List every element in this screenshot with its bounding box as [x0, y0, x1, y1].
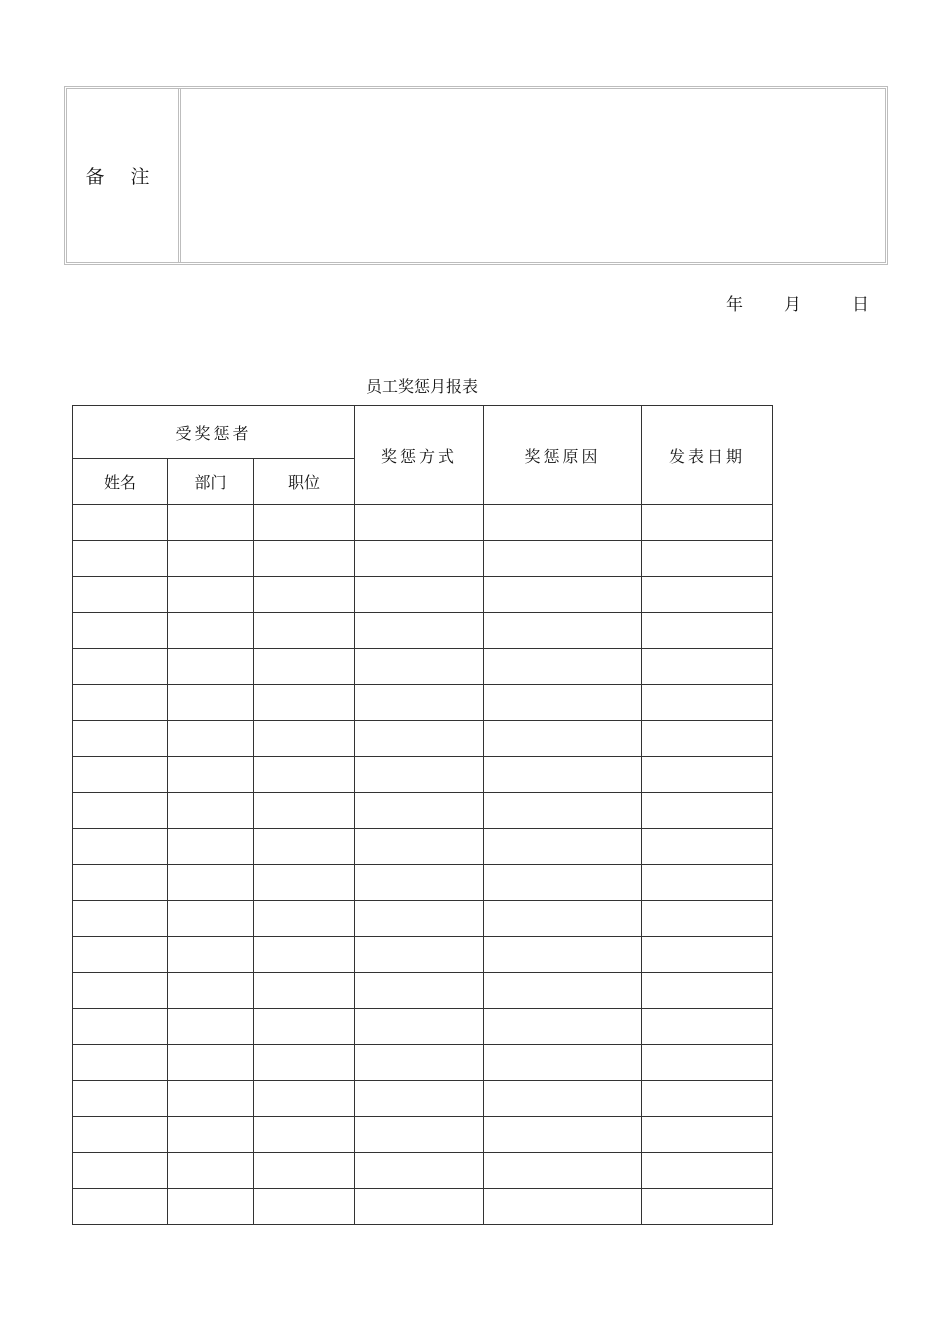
- cell-name[interactable]: [73, 721, 168, 757]
- cell-department[interactable]: [168, 793, 254, 829]
- cell-reason[interactable]: [484, 1009, 642, 1045]
- table-row: [73, 973, 773, 1009]
- date-day-label: 日: [852, 295, 869, 315]
- cell-reason[interactable]: [484, 1117, 642, 1153]
- cell-name[interactable]: [73, 901, 168, 937]
- cell-method[interactable]: [355, 973, 484, 1009]
- cell-position[interactable]: [254, 1117, 355, 1153]
- table-row: [73, 1009, 773, 1045]
- cell-method[interactable]: [355, 757, 484, 793]
- cell-name[interactable]: [73, 793, 168, 829]
- header-date: 发表日期: [642, 406, 773, 505]
- cell-name[interactable]: [73, 505, 168, 541]
- table-row: [73, 541, 773, 577]
- date-year-label: 年: [726, 295, 743, 315]
- table-row: [73, 1045, 773, 1081]
- cell-position[interactable]: [254, 793, 355, 829]
- cell-date[interactable]: [642, 685, 773, 721]
- cell-position[interactable]: [254, 1045, 355, 1081]
- cell-department[interactable]: [168, 613, 254, 649]
- cell-method[interactable]: [355, 1189, 484, 1225]
- cell-date[interactable]: [642, 1081, 773, 1117]
- cell-department[interactable]: [168, 1009, 254, 1045]
- cell-reason[interactable]: [484, 793, 642, 829]
- cell-reason[interactable]: [484, 901, 642, 937]
- cell-method[interactable]: [355, 577, 484, 613]
- remarks-box: [64, 86, 888, 265]
- cell-name[interactable]: [73, 613, 168, 649]
- table-row: [73, 865, 773, 901]
- cell-department[interactable]: [168, 901, 254, 937]
- cell-position[interactable]: [254, 577, 355, 613]
- cell-date[interactable]: [642, 1045, 773, 1081]
- cell-reason[interactable]: [484, 1045, 642, 1081]
- cell-position[interactable]: [254, 721, 355, 757]
- cell-method[interactable]: [355, 937, 484, 973]
- cell-date[interactable]: [642, 1153, 773, 1189]
- table-row: [73, 577, 773, 613]
- table-row: [73, 1153, 773, 1189]
- cell-department[interactable]: [168, 541, 254, 577]
- cell-name[interactable]: [73, 685, 168, 721]
- header-method: 奖惩方式: [355, 406, 484, 505]
- table-row: [73, 757, 773, 793]
- cell-date[interactable]: [642, 865, 773, 901]
- cell-position[interactable]: [254, 757, 355, 793]
- header-position: 职位: [254, 459, 355, 505]
- cell-department[interactable]: [168, 1045, 254, 1081]
- cell-method[interactable]: [355, 721, 484, 757]
- table-body: [73, 505, 773, 1225]
- table-row: [73, 1189, 773, 1225]
- cell-reason[interactable]: [484, 937, 642, 973]
- header-recipient-group: 受奖惩者: [73, 406, 355, 459]
- cell-name[interactable]: [73, 1189, 168, 1225]
- cell-name[interactable]: [73, 1009, 168, 1045]
- cell-name[interactable]: [73, 973, 168, 1009]
- table-row: [73, 505, 773, 541]
- cell-department[interactable]: [168, 1153, 254, 1189]
- cell-method[interactable]: [355, 541, 484, 577]
- cell-department[interactable]: [168, 1189, 254, 1225]
- cell-date[interactable]: [642, 937, 773, 973]
- cell-method[interactable]: [355, 613, 484, 649]
- cell-department[interactable]: [168, 757, 254, 793]
- cell-department[interactable]: [168, 973, 254, 1009]
- cell-date[interactable]: [642, 973, 773, 1009]
- cell-position[interactable]: [254, 865, 355, 901]
- cell-method[interactable]: [355, 1045, 484, 1081]
- header-department: 部门: [168, 459, 254, 505]
- cell-department[interactable]: [168, 505, 254, 541]
- cell-name[interactable]: [73, 865, 168, 901]
- cell-method[interactable]: [355, 505, 484, 541]
- cell-department[interactable]: [168, 865, 254, 901]
- cell-reason[interactable]: [484, 1153, 642, 1189]
- cell-method[interactable]: [355, 649, 484, 685]
- cell-method[interactable]: [355, 829, 484, 865]
- cell-department[interactable]: [168, 685, 254, 721]
- cell-name[interactable]: [73, 649, 168, 685]
- cell-method[interactable]: [355, 1117, 484, 1153]
- cell-reason[interactable]: [484, 757, 642, 793]
- cell-name[interactable]: [73, 1117, 168, 1153]
- table-row: [73, 721, 773, 757]
- cell-date[interactable]: [642, 613, 773, 649]
- cell-reason[interactable]: [484, 505, 642, 541]
- cell-department[interactable]: [168, 577, 254, 613]
- cell-reason[interactable]: [484, 649, 642, 685]
- cell-reason[interactable]: [484, 685, 642, 721]
- header-name: 姓名: [73, 459, 168, 505]
- cell-reason[interactable]: [484, 613, 642, 649]
- table-row: [73, 1117, 773, 1153]
- cell-department[interactable]: [168, 1117, 254, 1153]
- table-row: [73, 793, 773, 829]
- cell-position[interactable]: [254, 505, 355, 541]
- cell-name[interactable]: [73, 1081, 168, 1117]
- remarks-content-field[interactable]: [184, 89, 885, 262]
- cell-name[interactable]: [73, 1153, 168, 1189]
- cell-date[interactable]: [642, 829, 773, 865]
- header-reason: 奖惩原因: [484, 406, 642, 505]
- cell-method[interactable]: [355, 1009, 484, 1045]
- cell-method[interactable]: [355, 793, 484, 829]
- cell-date[interactable]: [642, 505, 773, 541]
- cell-position[interactable]: [254, 649, 355, 685]
- cell-reason[interactable]: [484, 973, 642, 1009]
- cell-date[interactable]: [642, 649, 773, 685]
- cell-position[interactable]: [254, 937, 355, 973]
- cell-name[interactable]: [73, 829, 168, 865]
- cell-name[interactable]: [73, 757, 168, 793]
- cell-date[interactable]: [642, 577, 773, 613]
- table-row: [73, 901, 773, 937]
- cell-department[interactable]: [168, 829, 254, 865]
- cell-position[interactable]: [254, 1189, 355, 1225]
- cell-date[interactable]: [642, 721, 773, 757]
- table-row: [73, 613, 773, 649]
- cell-department[interactable]: [168, 649, 254, 685]
- cell-method[interactable]: [355, 865, 484, 901]
- table-row: [73, 1081, 773, 1117]
- table-row: [73, 937, 773, 973]
- table-row: [73, 649, 773, 685]
- cell-position[interactable]: [254, 1153, 355, 1189]
- cell-date[interactable]: [642, 793, 773, 829]
- cell-position[interactable]: [254, 541, 355, 577]
- cell-date[interactable]: [642, 1189, 773, 1225]
- cell-name[interactable]: [73, 541, 168, 577]
- cell-position[interactable]: [254, 685, 355, 721]
- cell-position[interactable]: [254, 829, 355, 865]
- cell-reason[interactable]: [484, 829, 642, 865]
- cell-department[interactable]: [168, 1081, 254, 1117]
- cell-date[interactable]: [642, 1117, 773, 1153]
- cell-method[interactable]: [355, 901, 484, 937]
- cell-position[interactable]: [254, 973, 355, 1009]
- cell-name[interactable]: [73, 937, 168, 973]
- cell-position[interactable]: [254, 1009, 355, 1045]
- cell-department[interactable]: [168, 937, 254, 973]
- cell-date[interactable]: [642, 1009, 773, 1045]
- cell-date[interactable]: [642, 757, 773, 793]
- cell-method[interactable]: [355, 685, 484, 721]
- table-row: [73, 829, 773, 865]
- cell-method[interactable]: [355, 1153, 484, 1189]
- cell-reason[interactable]: [484, 721, 642, 757]
- cell-name[interactable]: [73, 577, 168, 613]
- cell-date[interactable]: [642, 541, 773, 577]
- cell-name[interactable]: [73, 1045, 168, 1081]
- remarks-label: 备 注: [67, 89, 181, 262]
- cell-position[interactable]: [254, 613, 355, 649]
- cell-date[interactable]: [642, 901, 773, 937]
- cell-reason[interactable]: [484, 541, 642, 577]
- cell-method[interactable]: [355, 1081, 484, 1117]
- cell-reason[interactable]: [484, 1081, 642, 1117]
- cell-department[interactable]: [168, 721, 254, 757]
- date-month-label: 月: [784, 295, 801, 315]
- cell-reason[interactable]: [484, 865, 642, 901]
- table-row: [73, 685, 773, 721]
- reward-punishment-table: [72, 405, 773, 1225]
- cell-position[interactable]: [254, 1081, 355, 1117]
- cell-reason[interactable]: [484, 1189, 642, 1225]
- report-title: 员工奖惩月报表: [365, 377, 478, 396]
- cell-position[interactable]: [254, 901, 355, 937]
- cell-reason[interactable]: [484, 577, 642, 613]
